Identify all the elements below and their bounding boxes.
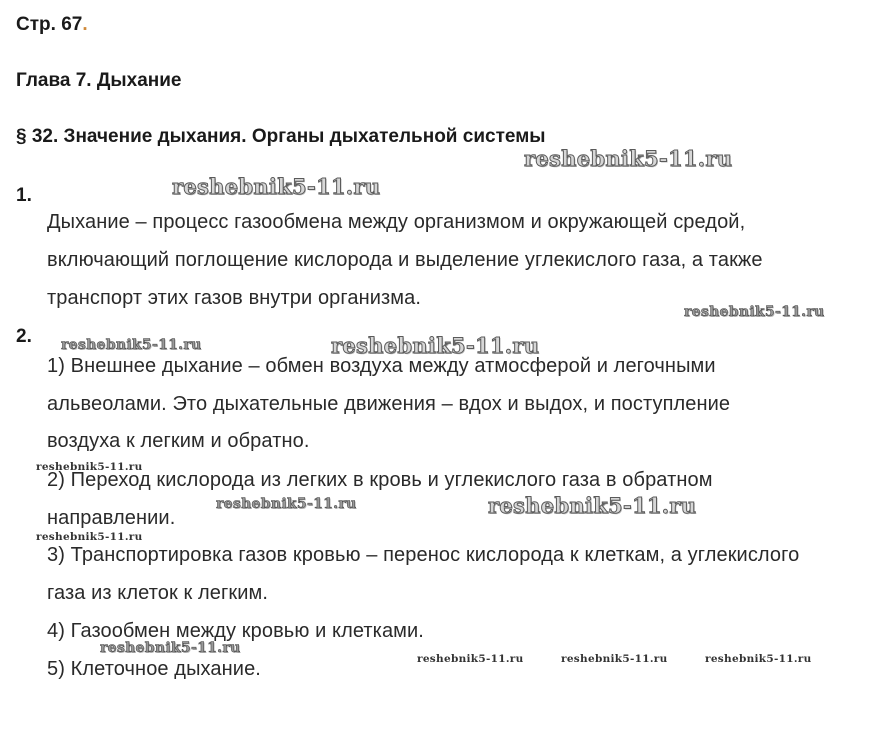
watermark: reshebnik5-11.ru	[61, 337, 202, 353]
watermark: reshebnik5-11.ru	[488, 493, 697, 518]
watermark: reshebnik5-11.ru	[36, 461, 143, 473]
answer-2-line: воздуха к легким и обратно.	[47, 430, 310, 452]
watermark: reshebnik5-11.ru	[100, 640, 241, 656]
answer-1-line: включающий поглощение кислорода и выделение углекислого газа, а также	[47, 249, 763, 271]
answer-2-line: направлении.	[47, 507, 176, 529]
answer-2-line: 1) Внешнее дыхание – обмен воздуха между атмосферой и легочными	[47, 355, 716, 377]
page-number-label: Стр. 67	[16, 14, 83, 35]
answer-2-line: 2) Переход кислорода из легких в кровь и углекислого газа в обратном	[47, 469, 713, 491]
watermark: reshebnik5-11.ru	[172, 174, 381, 199]
watermark: reshebnik5-11.ru	[331, 333, 540, 358]
watermark: reshebnik5-11.ru	[561, 653, 668, 665]
watermark: reshebnik5-11.ru	[216, 496, 357, 512]
answer-2-line: 3) Транспортировка газов кровью – перенос кислорода к клеткам, а углекислого	[47, 544, 800, 566]
answer-2-line: 5) Клеточное дыхание.	[47, 658, 261, 680]
watermark: reshebnik5-11.ru	[524, 146, 733, 171]
answer-1-line: Дыхание – процесс газообмена между организмом и окружающей средой,	[47, 211, 746, 233]
watermark: reshebnik5-11.ru	[705, 653, 812, 665]
page-number-dot: .	[82, 14, 88, 35]
chapter-title: Глава 7. Дыхание	[16, 70, 182, 91]
watermark: reshebnik5-11.ru	[36, 531, 143, 543]
answer-2-number: 2.	[16, 326, 32, 347]
watermark: reshebnik5-11.ru	[684, 304, 825, 320]
answer-2-line: газа из клеток к легким.	[47, 582, 268, 604]
watermark: reshebnik5-11.ru	[417, 653, 524, 665]
section-title: § 32. Значение дыхания. Органы дыхательной системы	[16, 126, 546, 147]
answer-1-line: транспорт этих газов внутри организма.	[47, 287, 421, 309]
answer-2-line: 4) Газообмен между кровью и клетками.	[47, 620, 424, 642]
page-number	[16, 14, 88, 36]
answer-1-number: 1.	[16, 185, 32, 206]
answer-2-line: альвеолами. Это дыхательные движения – вдох и выдох, и поступление	[47, 393, 731, 415]
